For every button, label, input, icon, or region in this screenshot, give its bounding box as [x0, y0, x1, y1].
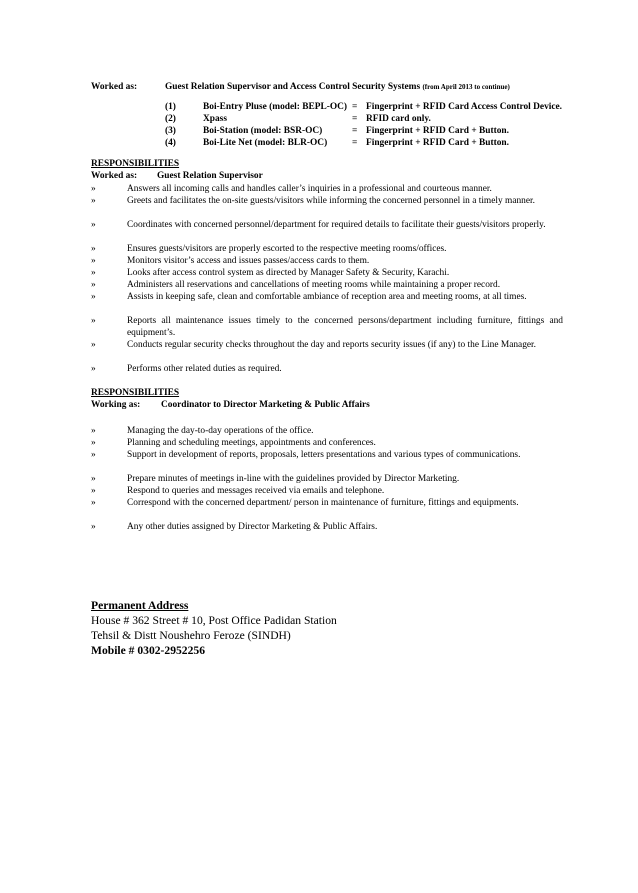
bullet-icon: »: [91, 244, 96, 254]
bullet-icon: »: [91, 522, 96, 532]
bullet-icon: »: [91, 498, 96, 508]
bullet-icon: »: [91, 486, 96, 496]
address-line-1: House # 362 Street # 10, Post Office Padidan Station: [91, 614, 337, 627]
list-item: Greets and facilitates the on-site guests/visitors while informing the concerned personnel in a timely manner.: [127, 196, 535, 206]
list-item: Prepare minutes of meetings in-line with the guidelines provided by Director Marketing.: [127, 474, 460, 484]
employment-period: (from April 2013 to continue): [422, 83, 510, 91]
bullet-icon: »: [91, 184, 96, 194]
list-item: Coordinates with concerned personnel/department for required details to facilitate their guests/visitors properly.: [127, 220, 546, 230]
system-description: Fingerprint + RFID Card Access Control Device.: [366, 102, 563, 112]
address-heading: Permanent Address: [91, 599, 189, 612]
bullet-icon: »: [91, 474, 96, 484]
address-line-2: Tehsil & Distt Noushehro Feroze (SINDH): [91, 629, 291, 642]
bullet-icon: »: [91, 280, 96, 290]
system-equals: =: [352, 102, 358, 112]
position-title: [165, 81, 510, 93]
system-name: Boi-Lite Net (model: BLR-OC): [203, 138, 328, 148]
section2-heading: RESPONSIBILITIES: [91, 388, 180, 398]
system-description: RFID card only.: [366, 114, 431, 124]
list-item: Respond to queries and messages received via emails and telephone.: [127, 486, 385, 496]
bullet-icon: »: [91, 268, 96, 278]
list-item: Performs other related duties as required.: [127, 364, 282, 374]
list-item: Conducts regular security checks throughout the day and reports security issues (if any) to the Line Manager.: [127, 340, 536, 350]
bullet-icon: »: [91, 340, 96, 350]
list-item: Looks after access control system as directed by Manager Safety & Security, Karachi.: [127, 268, 450, 278]
system-equals: =: [352, 126, 358, 136]
bullet-icon: »: [91, 196, 96, 206]
system-description: Fingerprint + RFID Card + Button.: [366, 138, 509, 148]
list-item: Answers all incoming calls and handles caller’s inquiries in a professional and courteous manner.: [127, 184, 492, 194]
bullet-icon: »: [91, 292, 96, 302]
bullet-icon: »: [91, 364, 96, 374]
section2-role-label: Working as:: [91, 400, 141, 410]
worked-as-label: Worked as:: [91, 82, 138, 92]
system-number: (3): [165, 126, 176, 136]
list-item: Any other duties assigned by Director Marketing & Public Affairs.: [127, 522, 378, 532]
list-item: Monitors visitor’s access and issues passes/access cards to them.: [127, 256, 370, 266]
list-item: Managing the day-to-day operations of the office.: [127, 426, 314, 436]
section1-role-label: Worked as:: [91, 171, 138, 181]
system-name: Boi-Entry Pluse (model: BEPL-OC): [203, 102, 348, 112]
list-item: Ensures guests/visitors are properly escorted to the respective meeting rooms/offices.: [127, 244, 447, 254]
system-equals: =: [352, 138, 358, 148]
system-number: (2): [165, 114, 176, 124]
system-name: Boi-Station (model: BSR-OC): [203, 126, 323, 136]
list-item: Administers all reservations and cancellations of meeting rooms while maintaining a proper record.: [127, 280, 501, 290]
list-item: Planning and scheduling meetings, appointments and conferences.: [127, 438, 376, 448]
bullet-icon: »: [91, 316, 96, 326]
list-item: Reports all maintenance issues timely to the concerned persons/department including furniture, fittings and equipment’s.: [127, 316, 563, 338]
list-item: Correspond with the concerned department/ person in maintenance of furniture, fittings and equipments.: [127, 498, 519, 508]
bullet-icon: »: [91, 220, 96, 230]
systems-table: [0, 101, 638, 149]
bullet-icon: »: [91, 256, 96, 266]
system-number: (1): [165, 102, 176, 112]
bullet-icon: »: [91, 450, 96, 460]
system-equals: =: [352, 114, 358, 124]
bullet-icon: »: [91, 426, 96, 436]
bullet-icon: »: [91, 438, 96, 448]
list-item: Support in development of reports, proposals, letters presentations and various types of communications.: [127, 450, 521, 460]
list-item: Assists in keeping safe, clean and comfortable ambiance of reception area and meeting rooms, at all times.: [127, 292, 527, 302]
system-number: (4): [165, 138, 176, 148]
system-name: Xpass: [203, 114, 227, 124]
position-text: Guest Relation Supervisor and Access Control Security Systems: [165, 82, 421, 92]
mobile-number: Mobile # 0302-2952256: [91, 644, 205, 657]
section1-role: Guest Relation Supervisor: [157, 171, 263, 181]
section2-role: Coordinator to Director Marketing & Public Affairs: [161, 400, 370, 410]
system-description: Fingerprint + RFID Card + Button.: [366, 126, 509, 136]
section1-heading: RESPONSIBILITIES: [91, 159, 180, 169]
